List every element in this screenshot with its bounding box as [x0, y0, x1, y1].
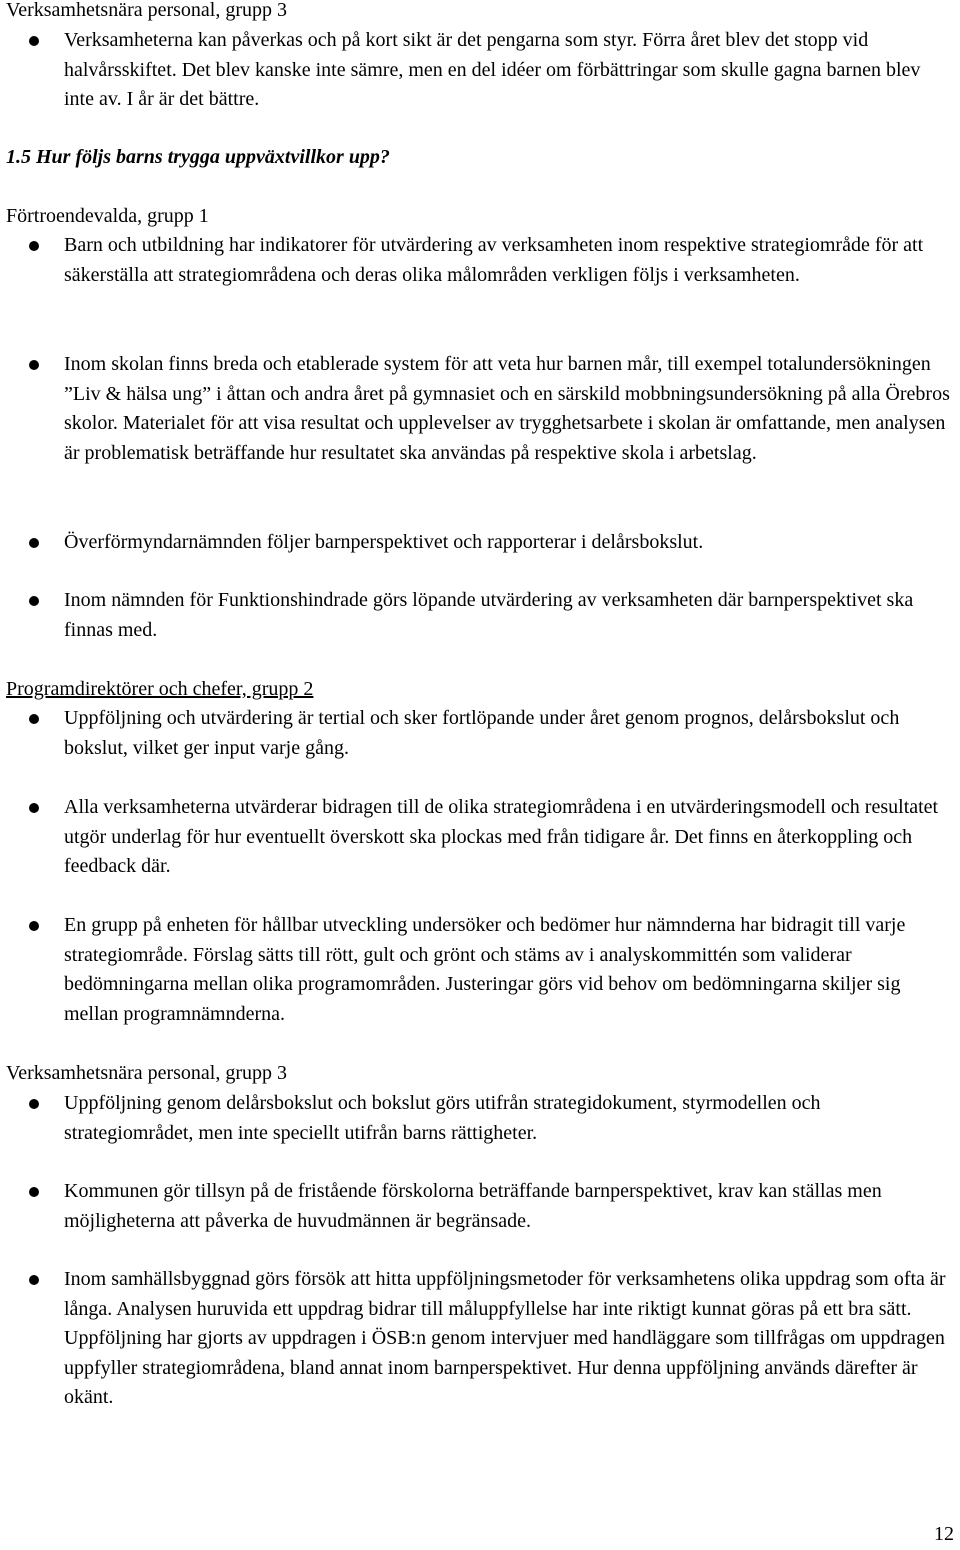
bullet-text: Uppföljning genom delårsbokslut och bokslut görs utifrån strategidokument, styrmodellen och strategiområdet, men inte speciellt utifrån barns rättigheter.: [64, 1092, 821, 1144]
section-heading-programdirektorer: Programdirektörer och chefer, grupp 2: [6, 678, 314, 700]
bullet-text: En grupp på enheten för hållbar utveckling undersöker och bedömer hur nämnderna har bidragit till varje strategiområde. Förslag sätts till rött, gult och grönt och stäms av i analyskommittén som validerar bedömningarna mellan olika programområden. Justeringar görs vid behov om bedömningarna skiljer sig mellan programnämnderna.: [64, 914, 906, 1025]
bullet-icon: [29, 1099, 39, 1109]
page-number: 12: [934, 1523, 954, 1545]
bullet-text: Inom nämnden för Funktionshindrade görs löpande utvärdering av verksamheten där barnperspektivet ska finnas med.: [64, 589, 914, 641]
bullet-icon: [29, 360, 39, 370]
bullet-text: Barn och utbildning har indikatorer för utvärdering av verksamheten inom respektive strategiområde för att säkerställa att strategiområdena och deras olika målområden verkligen följs i verksamheten.: [64, 234, 924, 286]
bullet-icon: [29, 596, 39, 606]
bullet-icon: [29, 1187, 39, 1197]
bullet-text: Verksamheterna kan påverkas och på kort sikt är det pengarna som styr. Förra året blev det stopp vid halvårsskiftet. Det blev kanske inte sämre, men en del idéer om förbättringar som skulle gagna barnen blev inte av. I år är det bättre.: [64, 29, 921, 110]
bullet-icon: [29, 241, 39, 251]
bullet-icon: [29, 36, 39, 46]
bullet-text: Överförmyndarnämnden följer barnperspektivet och rapporterar i delårsbokslut.: [64, 531, 704, 553]
bullet-text: Uppföljning och utvärdering är tertial och sker fortlöpande under året genom prognos, delårsbokslut och bokslut, vilket ger input varje gång.: [64, 707, 900, 759]
section-heading-personal-3: Verksamhetsnära personal, grupp 3: [6, 1062, 288, 1084]
bullet-text: Kommunen gör tillsyn på de fristående förskolorna beträffande barnperspektivet, krav kan ställas men möjligheterna att påverka de huvudmännen är begränsade.: [64, 1180, 882, 1232]
bullet-icon: [29, 921, 39, 931]
bullet-icon: [29, 1275, 39, 1285]
section-heading-personal-3-top: Verksamhetsnära personal, grupp 3: [6, 0, 288, 21]
bullet-icon: [29, 714, 39, 724]
bullet-text: Inom samhällsbyggnad görs försök att hitta uppföljningsmetoder för verksamhetens olika uppdrag som ofta är långa. Analysen huruvida ett uppdrag bidrar till måluppfyllelse har inte riktigt kunnat göras på ett bra sätt. Uppföljning har gjorts av uppdragen i ÖSB:n genom intervjuer med handläggare som tillfrågas om uppdragen uppfyller strategiområdena, bland annat inom barnperspektivet. Hur denna uppföljning används därefter är okänt.: [64, 1268, 946, 1408]
bullet-icon: [29, 538, 39, 548]
section-heading-fortroendevalda: Förtroendevalda, grupp 1: [6, 205, 209, 227]
section-subheading: 1.5 Hur följs barns trygga uppväxtvillkor upp?: [6, 146, 390, 168]
bullet-text: Inom skolan finns breda och etablerade system för att veta hur barnen mår, till exempel totalundersökningen ”Liv & hälsa ung” i åttan och andra året på gymnasiet och en särskild mobbningsundersökning på alla Örebros skolor. Materialet för att visa resultat och upplevelser av trygghetsarbete i skolan är omfattande, men analysen är problematisk beträffande hur resultatet ska användas på respektive skola i arbetslag.: [64, 353, 950, 464]
bullet-text: Alla verksamheterna utvärderar bidragen till de olika strategiområdena i en utvärderingsmodell och resultatet utgör underlag för hur eventuellt överskott ska plockas med från tidigare år. Det finns en återkoppling och feedback där.: [64, 796, 939, 877]
bullet-icon: [29, 803, 39, 813]
